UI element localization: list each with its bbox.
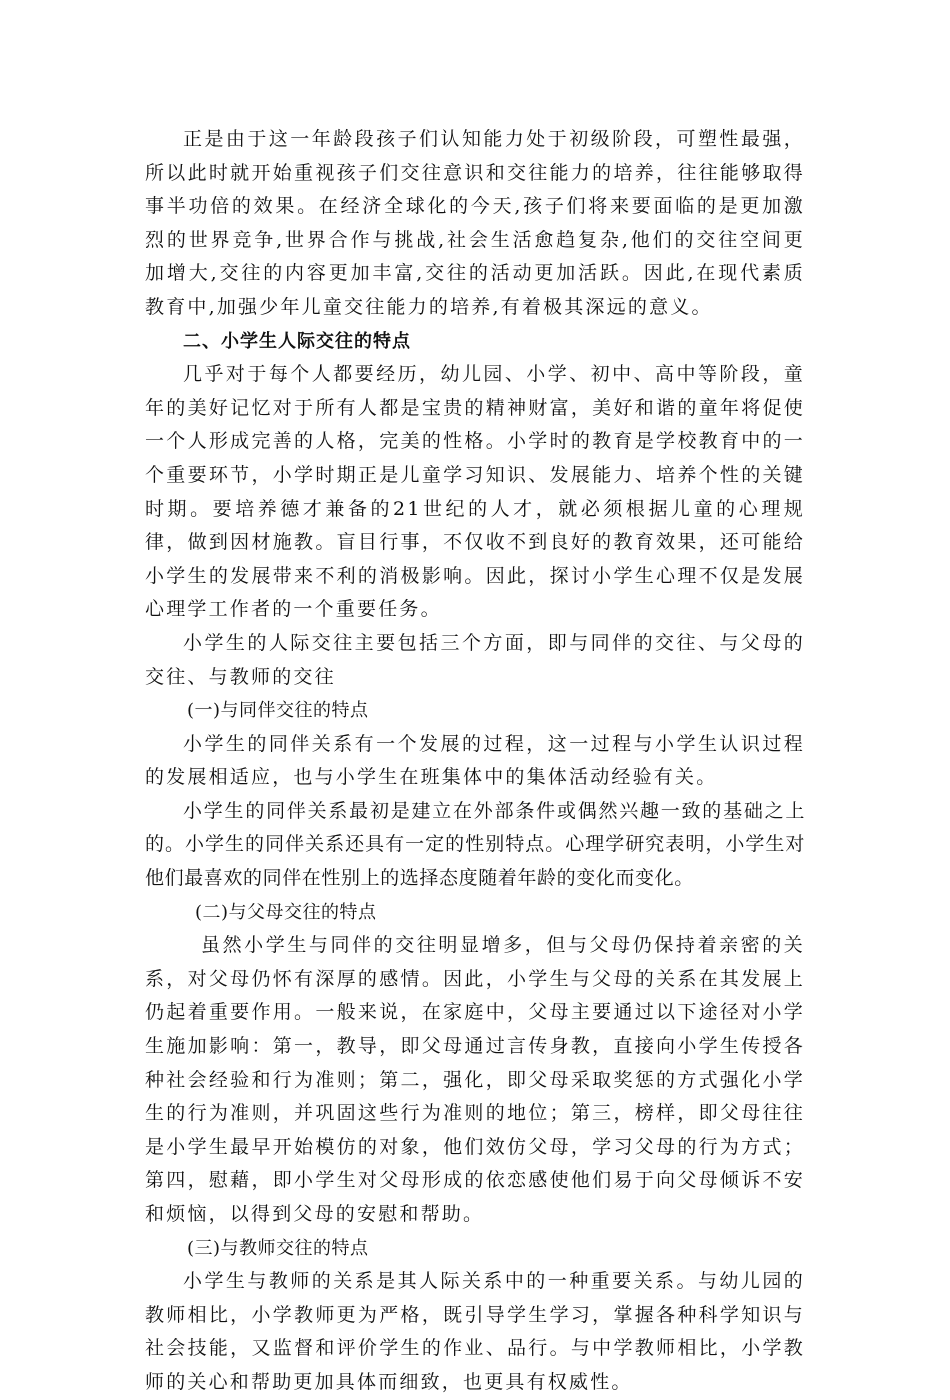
paragraph-childhood-education: 几乎对于每个人都要经历，幼儿园、小学、初中、高中等阶段，童年的美好记忆对于所有人都是宝贵的精神财富，美好和谐的童年将促使一个人形成完善的人格，完美的性格。小学时的教育是学校教育中的一个重要环节，小学时期正是儿童学习知识、发展能力、培养个性的关键时期。要培养德才兼备的21世纪的人才，就必须根据儿童的心理规律，做到因材施教。盲目行事，不仅收不到良好的教育效果，还可能给小学生的发展带来不利的消极影响。因此，探讨小学生心理不仅是发展心理学工作者的一个重要任务。 [145, 363, 805, 621]
subheading-teachers: (三)与教师交往的特点 [187, 1237, 369, 1259]
subheading-parents: (二)与父母交往的特点 [195, 901, 377, 923]
document-page [145, 123, 805, 1400]
paragraph-teacher-relationship: 小学生与教师的关系是其人际关系中的一种重要关系。与幼儿园的教师相比，小学教师更为严格，既引导学生学习，掌握各种科学知识与社会技能，又监督和评价学生的作业、品行。与中学教师相比，小学教师的关心和帮助更加具体而细致，也更具有权威性。 [145, 1270, 805, 1393]
paragraph-parent-influence: 虽然小学生与同伴的交往明显增多，但与父母仍保持着亲密的关系，对父母仍怀有深厚的感情。因此，小学生与父母的关系在其发展上仍起着重要作用。一般来说，在家庭中，父母主要通过以下途径对小学生施加影响：第一，教导，即父母通过言传身教，直接向小学生传授各种社会经验和行为准则；第二，强化，即父母采取奖惩的方式强化小学生的行为准则，并巩固这些行为准则的地位；第三，榜样，即父母往往是小学生最早开始模仿的对象，他们效仿父母，学习父母的行为方式；第四，慰藉，即小学生对父母形成的依恋感使他们易于向父母倾诉不安和烦恼，以得到父母的安慰和帮助。 [145, 934, 805, 1225]
section-heading-2: 二、小学生人际交往的特点 [183, 330, 411, 352]
paragraph-importance-of-social-skills: 正是由于这一年龄段孩子们认知能力处于初级阶段，可塑性最强，所以此时就开始重视孩子们交往意识和交往能力的培养，往往能够取得事半功倍的效果。在经济全球化的今天,孩子们将来要面临的是更加激烈的世界竞争,世界合作与挑战,社会生活愈趋复杂,他们的交往空间更加增大,交往的内容更加丰富,交往的活动更加活跃。因此,在现代素质教育中,加强少年儿童交往能力的培养,有着极其深远的意义。 [145, 128, 805, 318]
paragraph-three-aspects: 小学生的人际交往主要包括三个方面，即与同伴的交往、与父母的交往、与教师的交往 [145, 631, 805, 688]
paragraph-peer-gender: 小学生的同伴关系最初是建立在外部条件或偶然兴趣一致的基础之上的。小学生的同伴关系还具有一定的性别特点。心理学研究表明，小学生对他们最喜欢的同伴在性别上的选择态度随着年龄的变化而变化。 [145, 799, 805, 890]
subheading-peers: (一)与同伴交往的特点 [187, 700, 369, 722]
paragraph-peer-development: 小学生的同伴关系有一个发展的过程，这一过程与小学生认识过程的发展相适应，也与小学生在班集体中的集体活动经验有关。 [145, 732, 805, 789]
